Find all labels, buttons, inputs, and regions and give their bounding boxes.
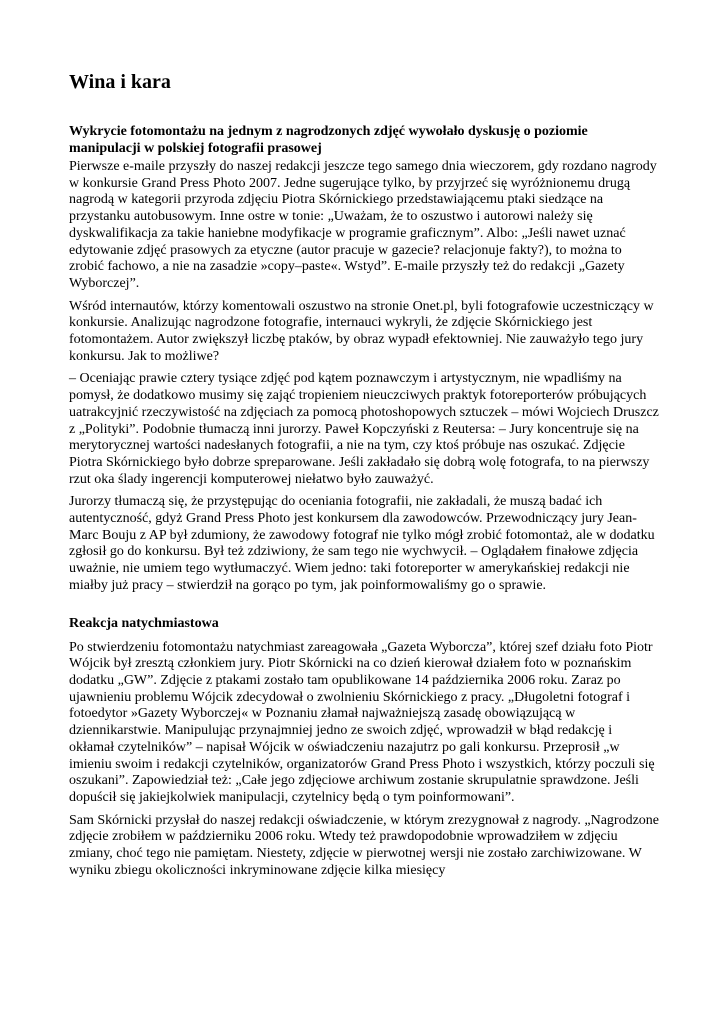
article-title: Wina i kara (69, 71, 171, 93)
section-heading: Reakcja natychmiastowa (69, 615, 219, 631)
paragraph: Sam Skórnicki przysłał do naszej redakcji oświadczenie, w którym zrezygnował z nagrody. „Nagrodzone zdjęcie zrobiłem w październiku 2006 roku. Wtedy też prawdopodobnie wprowadziłem w zdjęciu zmiany, choć tego nie pamiętam. Niestety, zdjęcie w pierwotnej wersji nie zostało zarchiwizowane. W wyniku zbiegu okoliczności inkryminowane zdjęcie kilka miesięcy (69, 812, 659, 878)
paragraph: Jurorzy tłumaczą się, że przystępując do oceniania fotografii, nie zakładali, że muszą badać ich autentyczność, gdyż Grand Press Photo jest konkursem dla zawodowców. Przewodniczący jury Jean-Marc Bouju z AP był zdumiony, że zawodowy fotograf nie tylko mógł zrobić fotomontaż, ale w dodatku zgłosił go do konkursu. Był też zdziwiony, że sam tego nie wychwycił. – Oglądałem finałowe zdjęcia uważnie, nie umiem tego wytłumaczyć. Wiem jedno: taki fotoreporter w amerykańskiej redakcji nie miałby już pracy – stwierdził na gorąco po tym, jak poinformowaliśmy go o sprawie. (69, 494, 655, 593)
paragraph: Pierwsze e-maile przyszły do naszej redakcji jeszcze tego samego dnia wieczorem, gdy rozdano nagrody w konkursie Grand Press Photo 2007. Jedne sugerujące tylko, by przyjrzeć się wyróżnionemu drugą nagrodą w kategorii przyroda zdjęciu Piotra Skórnickiego przedstawiającemu ptaki siedzące na przystanku autobusowym. Inne ostre w tonie: „Uważam, że to oszustwo i autorowi należy się dyskwalifikacja za takie haniebne modyfikacje w programie graficznym”. Albo: „Jeśli nawet uznać edytowanie zdjęć prasowych za etyczne (autor pracuje w gazecie? relacjonuje fakty?), to można to zrobić fachowo, a nie na zasadzie »copy–paste«. Wstyd”. E-maile przyszły też do redakcji „Gazety Wyborczej”. (69, 159, 657, 291)
article-subtitle: Wykrycie fotomontażu na jednym z nagrodzonych zdjęć wywołało dyskusję o poziomie manipulacji w polskiej fotografii prasowej (69, 124, 588, 156)
article-body (69, 159, 659, 885)
paragraph: – Oceniając prawie cztery tysiące zdjęć pod kątem poznawczym i artystycznym, nie wpadliśmy na pomysł, że dodatkowo musimy się zająć tropieniem nieuczciwych praktyk fotoreporterów próbujących uatrakcyjnić rzeczywistość na zdjęciach za pomocą photoshopowych sztuczek – mówi Wojciech Druszcz z „Polityki”. Podobnie tłumaczą inni jurorzy. Paweł Kopczyński z Reutersa: – Jury koncentruje się na merytorycznej wartości nadesłanych fotografii, a nie na tym, czy ktoś próbuje nas oszukać. Zdjęcie Piotra Skórnickiego było dobrze spreparowane. Jeśli zakładało się dobrą wolę fotografa, to na pierwszy rzut oka ślady ingerencji komputerowej niełatwo było zauważyć. (69, 371, 659, 487)
paragraph: Wśród internautów, którzy komentowali oszustwo na stronie Onet.pl, byli fotografowie uczestniczący w konkursie. Analizując nagrodzone fotografie, internauci wykryli, że zdjęcie Skórnickiego jest fotomontażem. Autor zwiększył liczbę ptaków, by obraz wypadł efektowniej. Nie zauważyło tego jury konkursu. Jak to możliwe? (69, 298, 654, 364)
paragraph: Po stwierdzeniu fotomontażu natychmiast zareagowała „Gazeta Wyborcza”, której szef działu foto Piotr Wójcik był zresztą członkiem jury. Piotr Skórnicki na co dzień kierował działem foto w poznańskim dodatku „GW”. Zdjęcie z ptakami zostało tam opublikowane 14 października 2006 roku. Zaraz po ujawnieniu problemu Wójcik zdecydował o zwolnieniu Skórnickiego z pracy. „Długoletni fotograf i fotoedytor »Gazety Wyborczej« w Poznaniu złamał najważniejszą zasadę obowiązującą w dziennikarstwie. Manipulując przynajmniej jedno ze swoich zdjęć, wprowadził w błąd redakcję i okłamał czytelników” – napisał Wójcik w oświadczeniu nazajutrz po gali konkursu. Przeprosił „w imieniu swoim i redakcji czytelników, organizatorów Grand Press Photo i wszystkich, którzy poczuli się oszukani”. Zapowiedział też: „Całe jego zdjęciowe archiwum zostanie skrupulatnie sprawdzone. Jeśli dopuścił się jakiejkolwiek manipulacji, czytelnicy będą o tym poinformowani”. (69, 639, 655, 805)
